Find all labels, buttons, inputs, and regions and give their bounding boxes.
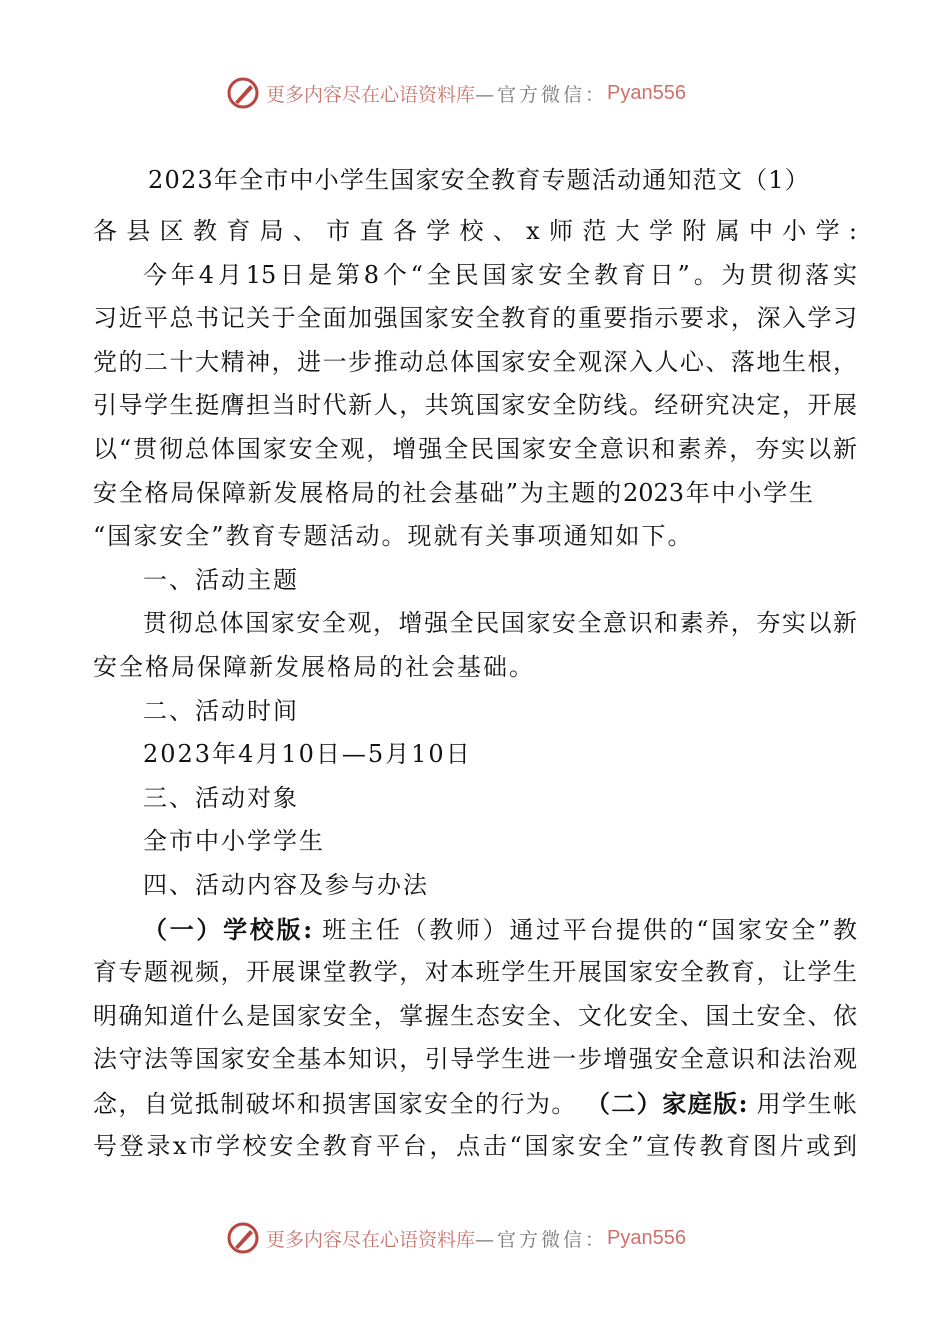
text-line: 育专题视频，开展课堂教学，对本班学生开展国家安全教育，让学生	[93, 958, 857, 987]
text-line: 明确知道什么是国家安全，掌握生态安全、文化安全、国土安全、依	[93, 1001, 857, 1030]
section-heading: 二、活动时间	[143, 696, 299, 725]
watermark-header	[226, 73, 686, 113]
watermark-wechat-label: —官方微信：	[475, 83, 608, 106]
text-line: 今年4月15日是第8个“全民国家安全教育日”。为贯彻落实	[143, 260, 857, 289]
text-line: “国家安全”教育专题活动。现就有关事项通知如下。	[93, 522, 694, 551]
watermark-wechat-id: Pyan556	[607, 1226, 686, 1249]
watermark-footer	[226, 1218, 686, 1258]
bold-label: （一）学校版:	[143, 914, 313, 944]
watermark-wechat-id: Pyan556	[607, 81, 686, 104]
text-line: 党的二十大精神，进一步推动总体国家安全观深入人心、落地生根，	[93, 347, 857, 376]
section-heading: 三、活动对象	[143, 783, 299, 812]
document-title: 2023年全市中小学生国家安全教育专题活动通知范文（1）	[148, 166, 810, 194]
text-line: 以“贯彻总体国家安全观，增强全民国家安全意识和素养，夯实以新	[93, 434, 857, 463]
text-line: 全市中小学学生	[143, 827, 325, 856]
text-line: 2023年4月10日—5月10日	[143, 740, 472, 769]
text-line: 法守法等国家安全基本知识，引导学生进一步增强安全意识和法治观	[93, 1045, 857, 1074]
pen-logo-icon	[226, 1221, 260, 1255]
watermark-site: 更多内容尽在心语资料库	[266, 83, 476, 106]
pen-logo-icon	[226, 76, 260, 110]
bold-label: （二）家庭版:	[585, 1088, 748, 1118]
watermark-wechat-label: —官方微信：	[475, 1228, 608, 1251]
section-heading: 一、活动主题	[143, 565, 299, 594]
text-line	[93, 1082, 857, 1126]
text-span: 用学生帐	[756, 1089, 857, 1118]
watermark-site: 更多内容尽在心语资料库	[266, 1228, 476, 1251]
document-body	[93, 210, 857, 1169]
text-line: 号登录x市学校安全教育平台，点击“国家安全”宣传教育图片或到	[93, 1132, 857, 1161]
text-line	[93, 908, 857, 952]
text-span: 念，自觉抵制破坏和损害国家安全的行为。	[93, 1089, 577, 1118]
text-line: 引导学生挺膺担当时代新人，共筑国家安全防线。经研究决定，开展	[93, 391, 857, 420]
text-line: 习近平总书记关于全面加强国家安全教育的重要指示要求，深入学习	[93, 304, 857, 333]
text-line: 贯彻总体国家安全观，增强全民国家安全意识和素养，夯实以新	[143, 609, 857, 638]
text-line: 安全格局保障新发展格局的社会基础。	[93, 652, 535, 681]
section-heading: 四、活动内容及参与办法	[143, 870, 429, 899]
text-span: 班主任（教师）通过平台提供的“国家安全”教	[322, 915, 857, 944]
salutation: 各县区教育局、市直各学校、x师范大学附属中小学:	[93, 217, 857, 245]
text-line: 安全格局保障新发展格局的社会基础”为主题的2023年中小学生	[93, 478, 813, 507]
